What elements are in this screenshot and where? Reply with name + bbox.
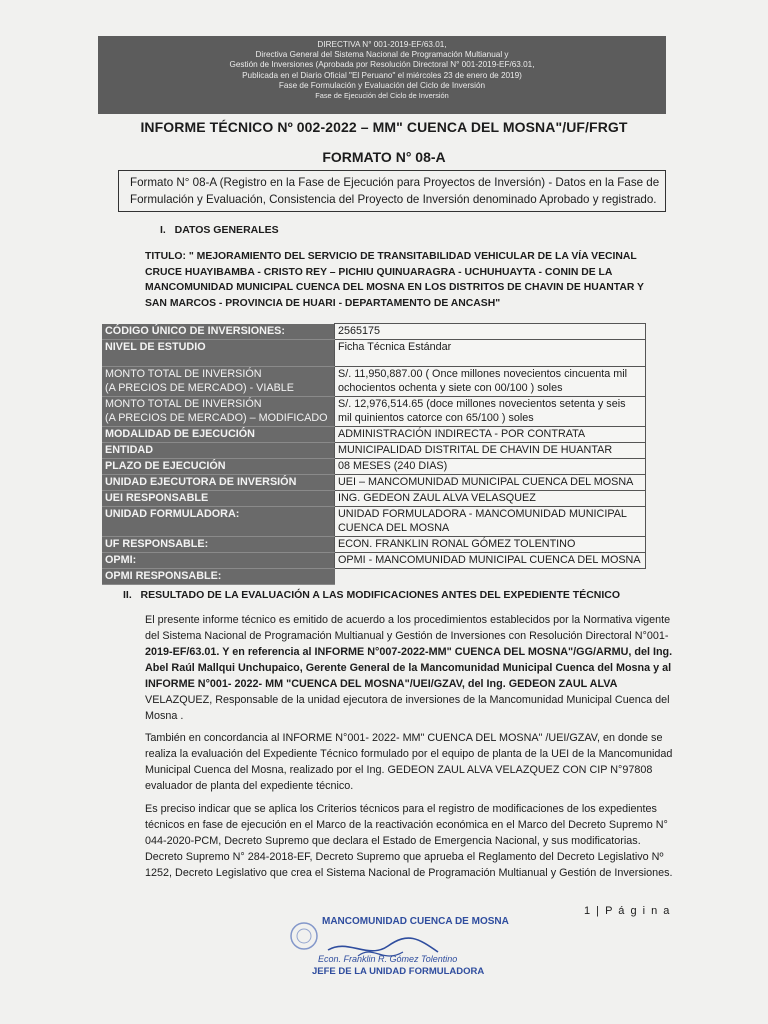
section-number: II. xyxy=(123,589,132,601)
banner-line: Directiva General del Sistema Nacional de Programación Multianual y xyxy=(255,50,509,60)
row-key xyxy=(102,537,335,553)
section-label: RESULTADO DE LA EVALUACIÓN A LAS MODIFICACIONES ANTES DEL EXPEDIENTE TÉCNICO xyxy=(140,589,621,601)
value-text: ADMINISTRACIÓN INDIRECTA - POR CONTRATA xyxy=(338,428,586,440)
key-text: (A PRECIOS DE MERCADO) – MODIFICADO xyxy=(105,412,328,424)
row-key xyxy=(102,569,335,585)
paragraph xyxy=(145,730,673,794)
row-key xyxy=(102,491,335,507)
value-text: UEI – MANCOMUNIDAD MUNICIPAL CUENCA DEL MOSNA xyxy=(338,476,634,488)
key-text: PLAZO DE EJECUCIÓN xyxy=(105,460,226,472)
row-key xyxy=(102,324,335,340)
paragraph-line: 2019-EF/63.01. Y en referencia al INFORME N°007-2022-MM" CUENCA DEL MOSNA"/GG/ARMU, del Ing. xyxy=(145,646,673,658)
stamp-text: JEFE DE LA UNIDAD FORMULADORA xyxy=(312,966,485,977)
paragraph xyxy=(145,801,673,881)
paragraph-line: Decreto Supremo N° 284-2018-EF, Decreto Supremo que aprueba el Reglamento del Decreto Legislativo Nº xyxy=(145,851,664,863)
row-key xyxy=(102,427,335,443)
row-value xyxy=(335,553,646,569)
row-key xyxy=(102,459,335,475)
key-text: UF RESPONSABLE: xyxy=(105,538,209,550)
row-value xyxy=(335,459,646,475)
key-text: UNIDAD EJECUTORA DE INVERSIÓN xyxy=(105,476,297,488)
row-value xyxy=(335,427,646,443)
row-value xyxy=(335,569,646,585)
row-value xyxy=(335,397,646,427)
row-value xyxy=(335,491,646,507)
row-key xyxy=(102,340,335,367)
table-row xyxy=(102,397,646,427)
banner-line: DIRECTIVA N° 001-2019-EF/63.01, xyxy=(317,40,447,49)
table-row xyxy=(102,553,646,569)
form-description-line: Formato N° 08-A (Registro en la Fase de Ejecución para Proyectos de Inversión) - Datos en la Fase de xyxy=(130,176,660,189)
banner-line: Publicada en el Diario Oficial "El Peruano" el miércoles 23 de enero de 2019) xyxy=(242,70,522,80)
value-text: ochocientos ochenta y siete con 00/100 ) soles xyxy=(338,382,563,394)
project-title xyxy=(145,249,660,311)
directive-banner xyxy=(98,36,666,114)
key-text: UNIDAD FORMULADORA: xyxy=(105,508,240,520)
table-row xyxy=(102,443,646,459)
row-value xyxy=(335,324,646,340)
section-label: DATOS GENERALES xyxy=(174,224,279,236)
general-data-table xyxy=(102,323,646,585)
value-text: ECON. FRANKLIN RONAL GÓMEZ TOLENTINO xyxy=(338,538,576,550)
key-text: MODALIDAD DE EJECUCIÓN xyxy=(105,428,255,440)
paragraph-line: 044-2020-PCM, Decreto Supremo que declara el Estado de Emergencia Nacional, y sus modificatorias. xyxy=(145,835,641,847)
report-title: INFORME TÉCNICO Nº 002-2022 – MM" CUENCA DEL MOSNA"/UF/FRGT xyxy=(140,119,628,135)
key-text: UEI RESPONSABLE xyxy=(105,492,209,504)
section-heading-resultado xyxy=(123,589,620,601)
row-key xyxy=(102,475,335,491)
table-row xyxy=(102,537,646,553)
stamp-text: MANCOMUNIDAD CUENCA DE MOSNA xyxy=(322,916,509,927)
section-heading-datos-generales xyxy=(160,224,279,236)
row-value xyxy=(335,443,646,459)
paragraph-line: realiza la evaluación del Expediente Técnico formulado por el equipo de planta de la UEI de la Mancomunidad xyxy=(145,748,673,760)
value-text: mil quinientos catorce con 65/100 ) soles xyxy=(338,412,534,424)
key-text: MONTO TOTAL DE INVERSIÓN xyxy=(105,398,262,410)
value-text: MUNICIPALIDAD DISTRITAL DE CHAVIN DE HUANTAR xyxy=(338,444,613,456)
table-row xyxy=(102,427,646,443)
banner-line: Fase de Ejecución del Ciclo de Inversión xyxy=(315,91,449,101)
banner-line: Gestión de Inversiones (Aprobada por Resolución Directoral N° 001-2019-EF/63.01, xyxy=(229,60,535,70)
paragraph-line: 1252, Decreto Legislativo que crea el Sistema Nacional de Programación Multianual y Gestión de Inversiones. xyxy=(145,867,673,879)
paragraph-line: El presente informe técnico es emitido de acuerdo a los procedimientos establecidos por la Normativa vigente xyxy=(145,614,671,626)
paragraph-line: También en concordancia al INFORME N°001- 2022- MM" CUENCA DEL MOSNA" /UEI/GZAV, en donde se xyxy=(145,732,663,744)
key-text: OPMI RESPONSABLE: xyxy=(105,570,222,582)
paragraph-line: Municipal Cuenca del Mosna, realizado por el Ing. GEDEON ZAUL ALVA VELAZQUEZ CON CIP N°97808 xyxy=(145,764,653,776)
table-row xyxy=(102,569,646,585)
paragraph-line: INFORME N°001- 2022- MM "CUENCA DEL MOSNA"/UEI/GZAV, del Ing. GEDEON ZAUL ALVA xyxy=(145,678,618,690)
row-value xyxy=(335,340,646,367)
paragraph-line: evaluador de planta del expediente técnico. xyxy=(145,780,354,792)
table-row xyxy=(102,507,646,537)
key-text: ENTIDAD xyxy=(105,444,153,456)
value-text: 2565175 xyxy=(338,325,381,337)
value-text: ING. GEDEON ZAUL ALVA VELASQUEZ xyxy=(338,492,536,504)
table-row xyxy=(102,475,646,491)
row-key xyxy=(102,443,335,459)
table-row xyxy=(102,367,646,397)
value-text: S/. 11,950,887.00 ( Once millones novecientos cincuenta mil xyxy=(338,368,628,380)
project-title-line: SAN MARCOS - PROVINCIA DE HUARI - DEPARTAMENTO DE ANCASH" xyxy=(145,297,501,309)
key-text: NIVEL DE ESTUDIO xyxy=(105,341,206,353)
value-text: Ficha Técnica Estándar xyxy=(338,341,452,353)
paragraph-line: Mosna . xyxy=(145,710,184,722)
section-number: I. xyxy=(160,224,166,236)
key-text: OPMI: xyxy=(105,554,137,566)
project-title-line: CRUCE HUAYIBAMBA - CRISTO REY – PICHIU QUINUARAGRA - UCHUHUAYTA - CONIN DE LA xyxy=(145,266,613,278)
form-description-box xyxy=(118,170,666,212)
row-value xyxy=(335,537,646,553)
banner-line: Fase de Formulación y Evaluación del Ciclo de Inversión xyxy=(278,80,486,90)
value-text: UNIDAD FORMULADORA - MANCOMUNIDAD MUNICIPAL xyxy=(338,508,627,520)
form-description-line: Formulación y Evaluación, Consistencia del Proyecto de Inversión denominado Aprobado y registrado. xyxy=(130,193,657,206)
row-value xyxy=(335,475,646,491)
key-text: MONTO TOTAL DE INVERSIÓN xyxy=(105,368,262,380)
value-text: OPMI - MANCOMUNIDAD MUNICIPAL CUENCA DEL MOSNA xyxy=(338,554,641,566)
table-row xyxy=(102,324,646,340)
project-title-line: MANCOMUNIDAD MUNICIPAL CUENCA DEL MOSNA EN LOS DISTRITOS DE CHAVIN DE HUANTAR Y xyxy=(145,282,644,293)
project-title-line: TITULO: " MEJORAMIENTO DEL SERVICIO DE TRANSITABILIDAD VEHICULAR DE LA VÍA VECINAL xyxy=(145,251,637,262)
value-text: S/. 12,976,514.65 (doce millones novecientos setenta y seis xyxy=(338,398,626,410)
value-text: 08 MESES (240 DIAS) xyxy=(338,460,448,472)
paragraph xyxy=(145,612,673,724)
stamp-text: Econ. Franklin R. Gómez Tolentino xyxy=(318,954,458,964)
row-key xyxy=(102,507,335,537)
paragraph-line: VELAZQUEZ, Responsable de la unidad ejecutora de inversiones de la Mancomunidad Municipal Cuenca del xyxy=(145,694,670,706)
paragraph-line: Es preciso indicar que se aplica los Criterios técnicos para el registro de modificaciones de los expedientes xyxy=(145,803,657,815)
row-value xyxy=(335,367,646,397)
paragraph-line: Abel Raúl Mallqui Unchupaico, Gerente General de la Mancomunidad Municipal Cuenca del Mosna y al xyxy=(145,662,672,674)
row-key xyxy=(102,553,335,569)
paragraph-line: del Sistema Nacional de Programación Multianual y Gestión de Inversiones con Resolución Directoral N°001- xyxy=(145,630,669,642)
row-key xyxy=(102,397,335,427)
key-text: CÓDIGO ÚNICO DE INVERSIONES: xyxy=(105,324,285,337)
row-value xyxy=(335,507,646,537)
signature-stamp xyxy=(288,908,509,988)
value-text: CUENCA DEL MOSNA xyxy=(338,522,450,534)
table-row xyxy=(102,340,646,367)
key-text: (A PRECIOS DE MERCADO) - VIABLE xyxy=(105,382,294,394)
page-number: 1 | P á g i n a xyxy=(584,905,671,917)
table-row xyxy=(102,459,646,475)
paragraph-line: técnicos en fase de ejecución en el Marco de la reactivación económica en el Marco del Decreto Supremo N° xyxy=(145,819,668,831)
row-key xyxy=(102,367,335,397)
table-row xyxy=(102,491,646,507)
form-title: FORMATO N° 08-A xyxy=(322,149,446,165)
